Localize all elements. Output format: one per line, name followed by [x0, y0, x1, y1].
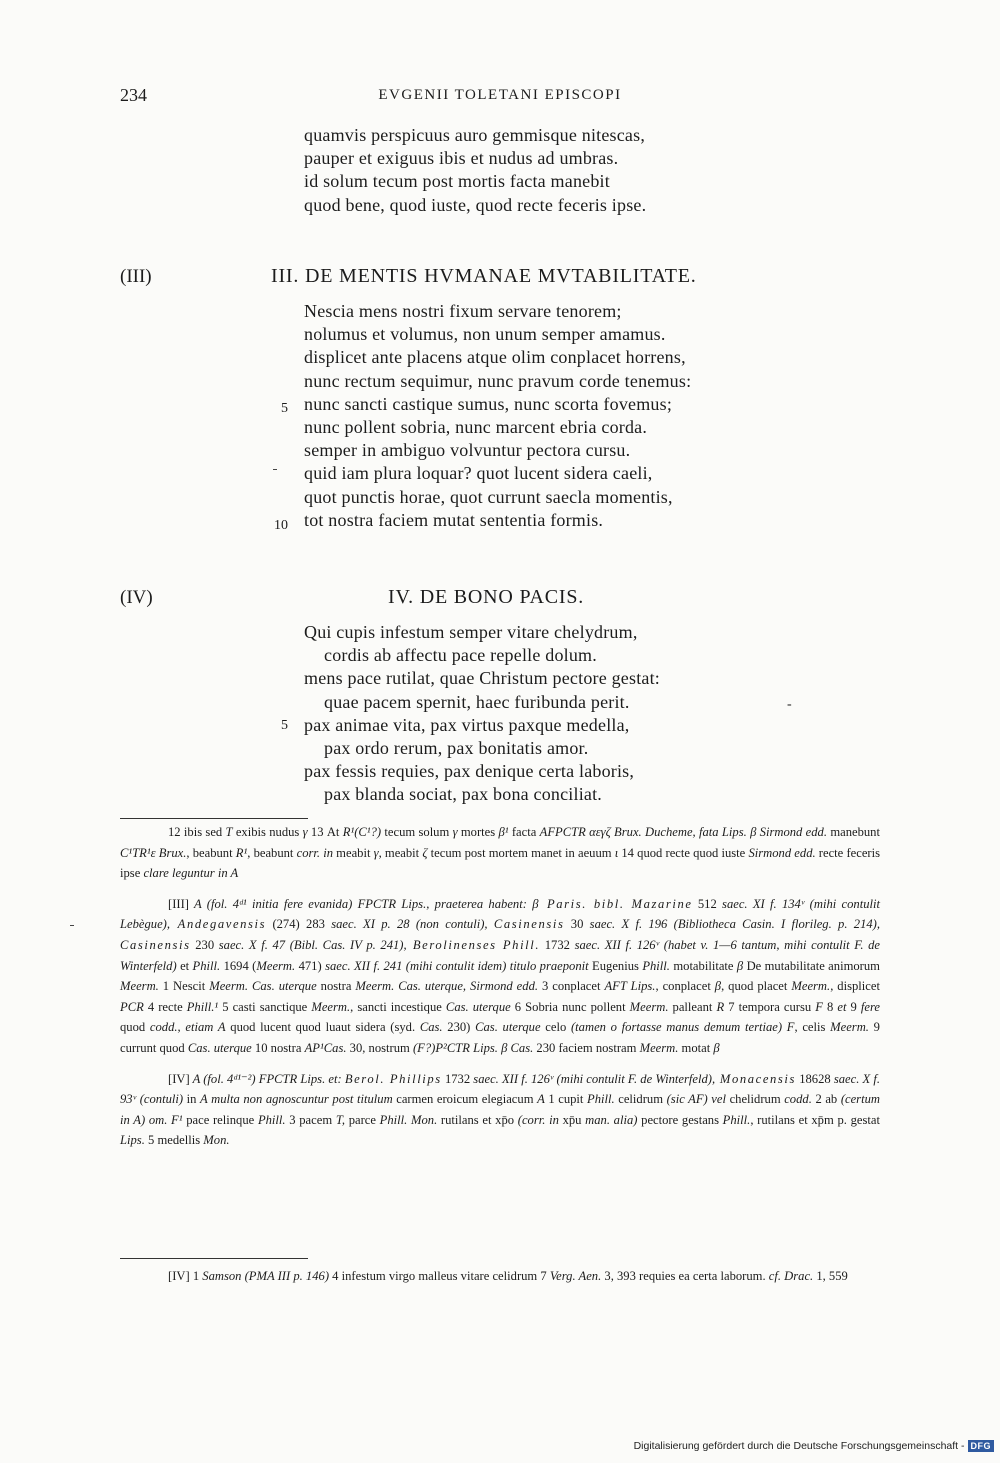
verse-line: mens pace rutilat, quae Christum pectore gestat:: [304, 668, 660, 689]
note-segment: nostra: [316, 979, 356, 994]
note-segment: β Paris. bibl. Mazarine: [532, 896, 693, 911]
note-segment: 471): [295, 958, 326, 973]
note-segment: Monacensis: [715, 1071, 797, 1086]
verse-line: quod bene, quod iuste, quod recte feceris ipse.: [304, 194, 647, 215]
note-segment: F: [815, 999, 823, 1014]
note-segment: A multa non agnoscuntur: [200, 1092, 329, 1107]
note-segment: Eugenius: [592, 958, 643, 973]
note-segment: 1: [189, 1269, 203, 1283]
note-segment: saec. X f. 47 (Bibl. Cas. IV p. 241),: [218, 937, 407, 952]
credit-text: Digitalisierung gefördert durch die Deutsche Forschungsgemeinschaft -: [633, 1440, 965, 1452]
note-segment: facta: [508, 825, 540, 839]
sources-apparatus: [120, 1266, 880, 1297]
note-segment: xp̄u: [558, 1112, 586, 1127]
note-segment: tecum solum: [381, 825, 453, 839]
note-segment: 1732: [441, 1071, 474, 1086]
verse-line: nunc pollent sobria, nunc marcent ebria corda.: [304, 416, 648, 437]
verse-line: pax ordo rerum, pax bonitatis amor.: [324, 737, 589, 758]
note-segment: saec. X f. 93ᵛ (contuli): [120, 1071, 880, 1107]
note-segment: saec. XII f. 126ᵛ (mihi contulit F. de Winterfeld),: [473, 1071, 716, 1086]
apparatus-divider: [120, 818, 308, 819]
verse-line: quot punctis horae, quot currunt saecla momentis,: [304, 486, 673, 507]
note-segment: quod: [120, 1020, 150, 1035]
note-segment: 18628: [796, 1071, 834, 1086]
note-segment: 9: [846, 999, 861, 1014]
note-segment: A (fol. 4ᵈ¹⁻²) FPCTR Lips. et:: [189, 1071, 345, 1086]
note-segment: 230 faciem nostram: [533, 1040, 640, 1055]
running-header: [0, 85, 1000, 109]
verse-line: pauper et exiguus ibis et nudus ad umbras.: [304, 148, 619, 169]
note-segment: saec. XI f. 134ᵛ (mihi contulit Lebègue),: [120, 896, 881, 932]
note-segment: palleant: [668, 999, 717, 1014]
note-segment: 30: [564, 917, 590, 932]
page-number: 234: [120, 85, 147, 105]
note-segment: (corr. in: [517, 1112, 559, 1127]
note-segment: 3 pacem: [285, 1112, 336, 1127]
note-segment: R¹: [235, 845, 248, 860]
note-segment: celidrum: [614, 1092, 667, 1107]
note-segment: 4 recte: [143, 999, 187, 1014]
note-segment: 230: [190, 937, 219, 952]
note-segment: AP¹Cas.: [304, 1040, 347, 1055]
note-segment: 9 currunt quod: [120, 1020, 880, 1055]
note-segment: Casinensis: [493, 917, 565, 932]
note-segment: 1732: [540, 937, 575, 952]
sources-divider: [120, 1258, 308, 1259]
note-segment: pectore gestans: [637, 1112, 723, 1127]
note-segment: [IV]: [168, 1269, 190, 1283]
note-segment: , conplacet: [655, 979, 715, 994]
note-segment: 230): [442, 1020, 476, 1035]
note-segment: codd.: [784, 1092, 812, 1107]
running-title: EVGENII TOLETANI EPISCOPI: [378, 87, 622, 103]
verse-line: Nescia mens nostri fixum servare tenorem;: [304, 301, 622, 321]
note-segment: Meerm. Cas. uterque, Sirmond edd.: [355, 979, 539, 994]
verse-line: quid iam plura loquar? quot lucent sidera caeli,: [304, 463, 653, 484]
page-speck: [70, 925, 74, 926]
note-segment: Lips.: [120, 1133, 145, 1148]
note-segment: 12 ibis sed: [168, 825, 226, 839]
note-segment: 512: [692, 896, 723, 911]
note-segment: Cas. uterque: [445, 999, 511, 1014]
note-segment: Berolinenses Phill.: [406, 937, 541, 952]
note-segment: , sancti incestique: [350, 999, 446, 1014]
note-segment: , meabit: [378, 845, 423, 860]
note-segment: (274) 283: [266, 917, 332, 932]
note-segment: post titulum: [328, 1092, 393, 1107]
note-segment: 3 conplacet: [538, 979, 605, 994]
line-number: 5: [281, 401, 288, 416]
continuation-verses: [304, 124, 646, 217]
note-segment: motabilitate: [669, 958, 737, 973]
dfg-logo: DFG: [968, 1440, 995, 1452]
note-segment: β: [736, 958, 744, 973]
note-segment: saec. XII f. 126ᵛ (habet v. 1—6 tantum, mihi contulit F. de Winterfeld): [120, 937, 881, 973]
note-segment: 10 nostra: [251, 1040, 305, 1055]
poem-iv-verses: [304, 621, 660, 807]
stray-mark: -: [787, 697, 792, 712]
note-segment: fere: [860, 999, 881, 1014]
note-segment: 1 cupit: [544, 1092, 588, 1107]
note-segment: Meerm.: [629, 999, 669, 1014]
verse-line: nunc rectum sequimur, nunc pravum corde tenemus:: [304, 370, 692, 391]
page-speck: [273, 469, 277, 470]
note-segment: γ: [452, 825, 458, 839]
note-segment: Phill. Mon.: [379, 1112, 438, 1127]
note-segment: saec. X f. 196 (Bibliotheca Casin. I florileg. p. 214),: [589, 917, 881, 932]
note-segment: T: [225, 825, 233, 839]
note-segment: 7: [537, 1269, 550, 1283]
note-segment: Phill.¹: [186, 999, 219, 1014]
note-segment: R¹(C¹?): [342, 825, 382, 839]
note-segment: 5 medellis: [144, 1133, 204, 1148]
note-segment: R: [716, 999, 725, 1014]
poem-iii-verses: [304, 300, 691, 532]
note-segment: Phill.: [257, 1112, 286, 1127]
verse-line: Qui cupis infestum semper vitare chelydrum,: [304, 622, 638, 642]
note-segment: titulo praeponit: [506, 958, 593, 973]
verse-line: displicet ante placens atque olim conplacet horrens,: [304, 347, 686, 368]
note-segment: et: [837, 999, 847, 1014]
source-note: [120, 1266, 880, 1287]
note-segment: A: [537, 1092, 545, 1107]
note-segment: Cas.: [419, 1020, 443, 1035]
note-segment: Meerm.: [120, 979, 159, 994]
verse-line: pax fessis requies, pax denique certa laboris,: [304, 761, 635, 782]
note-segment: manebunt: [827, 825, 880, 839]
note-segment: Meerm.: [639, 1040, 679, 1055]
note-segment: codd., etiam A: [149, 1020, 226, 1035]
note-segment: 1, 559: [813, 1269, 848, 1283]
apparatus-note: [120, 822, 880, 884]
note-segment: De mutabilitate animorum: [743, 958, 880, 973]
note-segment: Phill.: [642, 958, 670, 973]
verse-line: pax blanda sociat, pax bona conciliat.: [324, 784, 603, 805]
note-segment: Casinensis: [120, 937, 191, 952]
note-segment: ι: [614, 845, 619, 860]
note-segment: [IV]: [168, 1071, 190, 1086]
section-marker-iv: (IV): [120, 587, 153, 608]
note-segment: tecum post mortem manet in aeuum: [427, 845, 615, 860]
note-segment: saec. XI p. 28 (non contuli),: [331, 917, 494, 932]
note-segment: , displicet: [830, 979, 880, 994]
apparatus-note: [120, 894, 880, 1059]
note-segment: , celis: [794, 1020, 831, 1035]
note-segment: motat: [678, 1040, 714, 1055]
note-segment: chelidrum: [725, 1092, 785, 1107]
note-segment: Meerm.: [311, 999, 351, 1014]
note-segment: 5 casti sanctique: [218, 999, 312, 1014]
note-segment: Meerm.: [256, 958, 296, 973]
note-segment: C¹TR¹ε Brux.: [120, 845, 187, 860]
note-segment: Meerm.: [791, 979, 831, 994]
note-segment: pace relinque: [182, 1112, 258, 1127]
note-segment: carmen eroicum elegiacum: [392, 1092, 538, 1107]
line-number: 5: [281, 718, 288, 733]
note-segment: γ: [373, 845, 379, 860]
note-segment: (tamen o fortasse manus demum tertiae) F: [570, 1020, 795, 1035]
note-segment: Cas. uterque: [187, 1040, 252, 1055]
note-segment: γ: [302, 825, 308, 839]
line-number: 10: [274, 518, 288, 533]
note-segment: β: [713, 1040, 720, 1055]
verse-line: tot nostra faciem mutat sententia formis.: [304, 509, 604, 530]
note-segment: 13 At: [307, 825, 343, 839]
note-segment: AFPCTR αεγζ Brux. Ducheme, fata Lips. β Sirmond edd.: [539, 825, 827, 839]
section-marker-iii: (III): [120, 266, 152, 287]
note-segment: mortes: [457, 825, 499, 839]
note-segment: 4 infestum virgo malleus vitare celidrum: [329, 1269, 538, 1283]
poem-title-iii: III. DE MENTIS HVMANAE MVTABILITATE.: [271, 265, 697, 287]
note-segment: 1 Nescit: [158, 979, 210, 994]
note-segment: 2 ab: [811, 1092, 841, 1107]
note-segment: AFT Lips.: [604, 979, 656, 994]
verse-line: nunc sancti castique sumus, nunc scorta fovemus;: [304, 393, 673, 414]
note-segment: corr. in: [296, 845, 334, 860]
note-segment: clare leguntur in A: [143, 866, 239, 881]
note-segment: (F?)P²CTR Lips. β Cas.: [412, 1040, 534, 1055]
note-segment: [III]: [168, 896, 189, 911]
note-segment: 3, 393 requies ea certa laborum.: [601, 1269, 769, 1283]
note-segment: , quod placet: [721, 979, 792, 994]
note-segment: celo: [540, 1020, 571, 1035]
digitization-credit: [634, 1440, 994, 1452]
verse-line: nolumus et volumus, non unum semper amamus.: [304, 324, 666, 345]
verse-line: id solum tecum post mortis facta manebit: [304, 171, 610, 192]
poem-title-iv: IV. DE BONO PACIS.: [388, 586, 585, 608]
note-segment: meabit: [333, 845, 374, 860]
verse-line: semper in ambiguo volvuntur pectora cursu.: [304, 440, 631, 461]
note-segment: β: [714, 979, 722, 994]
note-segment: Phill.: [192, 958, 221, 973]
note-segment: 14 quod recte quod iuste: [618, 845, 749, 860]
note-segment: et: [176, 958, 193, 973]
verse-line: quamvis perspicuus auro gemmisque nitescas,: [304, 125, 646, 145]
note-segment: Verg. Aen.: [549, 1269, 602, 1283]
note-segment: Berol. Phillips: [344, 1071, 442, 1086]
verse-line: quae pacem spernit, haec furibunda perit.: [324, 691, 630, 712]
note-segment: Mon.: [203, 1133, 230, 1148]
note-segment: in: [183, 1092, 201, 1107]
note-segment: Meerm. Cas. uterque: [209, 979, 317, 994]
apparatus-note: [120, 1069, 880, 1151]
verse-line: cordis ab affectu pace repelle dolum.: [324, 645, 597, 666]
note-segment: saec. XII f. 241 (mihi contulit idem): [325, 958, 507, 973]
note-segment: ζ: [422, 845, 428, 860]
note-segment: Phill.: [722, 1112, 751, 1127]
note-segment: Sirmond edd.: [748, 845, 816, 860]
note-segment: , beabunt: [186, 845, 236, 860]
note-segment: recte feceris ipse: [120, 845, 880, 881]
note-segment: 30, nostrum: [346, 1040, 413, 1055]
note-segment: Andegavensis: [170, 917, 267, 932]
note-segment: β¹: [498, 825, 509, 839]
note-segment: rutilans et xp̄o: [437, 1112, 518, 1127]
note-segment: , beabunt: [247, 845, 297, 860]
critical-apparatus: [120, 822, 880, 1161]
note-segment: (certum in A) om. F¹: [120, 1092, 880, 1127]
note-segment: exibis nudus: [232, 825, 303, 839]
note-segment: Samson (PMA III p. 146): [202, 1269, 330, 1283]
note-segment: 8: [822, 999, 838, 1014]
note-segment: A (fol. 4ᵈ¹ initia fere evanida) FPCTR Lips., praeterea habent:: [188, 896, 533, 911]
note-segment: Phill.: [587, 1092, 615, 1107]
note-segment: Cas. uterque: [475, 1020, 541, 1035]
note-segment: 1694 (: [220, 958, 257, 973]
note-segment: T,: [335, 1112, 346, 1127]
note-segment: 6 Sobria nunc pollent: [510, 999, 630, 1014]
note-segment: parce: [345, 1112, 380, 1127]
note-segment: 7 tempora cursu: [724, 999, 816, 1014]
note-segment: cf. Drac.: [768, 1269, 814, 1283]
note-segment: , rutilans et xp̄m p. gestat: [750, 1112, 880, 1127]
note-segment: PCR: [120, 999, 144, 1014]
note-segment: man. alia): [585, 1112, 638, 1127]
verse-line: pax animae vita, pax virtus paxque medella,: [304, 714, 630, 735]
note-segment: Meerm.: [830, 1020, 869, 1035]
note-segment: (sic AF) vel: [666, 1092, 726, 1107]
note-segment: quod lucent quod luaut sidera (syd.: [225, 1020, 420, 1035]
